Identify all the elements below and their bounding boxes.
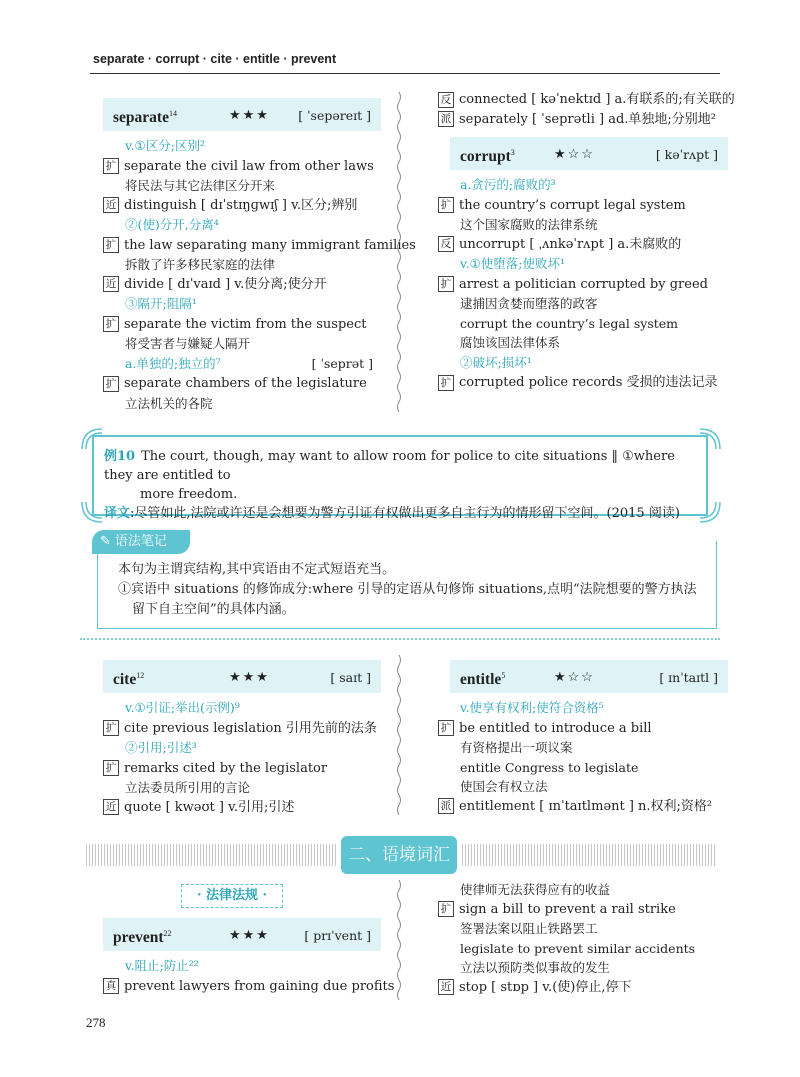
example-text: stop [ stɒp ] v.(使)停止,停下	[459, 979, 632, 995]
sense-label: v.阻止;防止²²	[125, 958, 199, 973]
star-rating: ★★★	[229, 108, 270, 123]
example-text: uncorrupt [ ˌʌnkəˈrʌpt ] a.未腐败的	[459, 236, 682, 252]
example-box	[92, 435, 708, 521]
marker-icon: 派	[438, 111, 454, 127]
sense-label: ③隔开;阻隔¹	[125, 296, 197, 311]
marker-icon: 近	[438, 979, 454, 995]
example-text: entitlement [ ɪnˈtaɪtlmənt ] n.权利;资格²	[459, 798, 713, 814]
entry-separate	[103, 98, 416, 413]
example-line	[103, 798, 381, 818]
entry-prevent	[103, 918, 395, 996]
example-line	[438, 978, 728, 998]
example-text: separate the victim from the suspect	[124, 316, 367, 332]
translation-line: 这个国家腐败的法律系统	[460, 217, 598, 232]
sense-definition	[103, 354, 381, 375]
marker-icon: 扩	[103, 760, 119, 776]
grammar-note-tab: ✎ 语法笔记	[92, 530, 190, 554]
phonetic: [ kəˈrʌpt ]	[655, 147, 718, 162]
marker-icon: 扩	[438, 276, 454, 292]
sense-definition	[103, 215, 381, 236]
translation-line: 签署法案以阻止铁路罢工	[460, 921, 598, 936]
example-text: divide [ dɪˈvaɪd ] v.使分离;使分开	[124, 276, 327, 292]
sense-label: v.使享有权利;使符合资格⁵	[460, 700, 604, 715]
example-text: remarks cited by the legislator	[124, 760, 328, 776]
example-line	[103, 196, 381, 216]
marker-icon: 近	[103, 276, 119, 292]
sense-label: ②破坏;损坏¹	[460, 354, 532, 370]
example-line	[438, 900, 728, 920]
translation-line: 立法委员所引用的言论	[125, 780, 251, 795]
example-text: the country’s corrupt legal system	[459, 197, 686, 213]
translation-line: 将民法与其它法律区分开来	[125, 178, 276, 193]
header-rule	[90, 73, 720, 74]
marker-icon: 扩	[103, 237, 119, 253]
example-line	[103, 977, 395, 997]
phonetic: [ ɪnˈtaɪtl ]	[659, 670, 718, 685]
example-line	[438, 196, 728, 216]
word-card	[450, 137, 728, 170]
example-line	[103, 236, 416, 256]
marker-icon: 扩	[438, 901, 454, 917]
corner-ornament-icon	[698, 500, 722, 524]
marker-icon: 扩	[103, 720, 119, 736]
example-text: distinguish [ dɪˈstɪŋɡwɪʃ ] v.区分;辨别	[124, 197, 358, 213]
translation-line: 使国会有权立法	[460, 779, 548, 794]
star-rating: ★☆☆	[554, 670, 595, 685]
headword: separate$^{14}$	[113, 109, 177, 127]
sense-definition	[438, 698, 728, 719]
translation-text: :尽管如此,法院或许还是会想要为警方引证有权做出更多自主行为的情形留下空间。(2015 阅读)	[130, 506, 680, 521]
example-text: the law separating many immigrant families	[124, 237, 416, 253]
banner-stripes	[462, 844, 717, 866]
example-line	[103, 719, 381, 739]
sense-label: v.①使堕落;使败坏¹	[460, 256, 565, 271]
column-divider	[396, 655, 402, 815]
sense-definition	[103, 956, 381, 977]
translation-line: 有资格提出一项议案	[460, 740, 573, 755]
entry-cite	[103, 660, 381, 817]
example-text: quote [ kwəʊt ] v.引用;引述	[124, 799, 295, 815]
example-text: prevent lawyers from gaining due profits	[124, 978, 395, 994]
example-text: separate the civil law from other laws	[124, 158, 374, 174]
example-text: be entitled to introduce a bill	[459, 720, 652, 736]
example-text: corrupted police records 受损的违法记录	[459, 375, 718, 390]
marker-icon: 扩	[103, 316, 119, 332]
page-number: 278	[86, 1015, 106, 1030]
phonetic: [ prɪˈvent ]	[304, 928, 371, 943]
example-english-cont: more freedom.	[140, 487, 238, 502]
example-line	[103, 275, 381, 295]
headword: entitle$^5$	[460, 671, 506, 689]
translation-line: 逮捕因贪婪而堕落的政客	[460, 296, 598, 311]
sense-label: ②(使)分开,分离⁴	[125, 217, 219, 232]
section-title: 二、语境词汇	[341, 836, 457, 874]
marker-icon: 近	[103, 197, 119, 213]
topic-tag: · 法律法规 ·	[181, 884, 283, 908]
sense-label: a.贪污的;腐败的³	[460, 177, 556, 192]
entry-corrupt	[438, 90, 735, 393]
marker-icon: 扩	[103, 376, 119, 392]
example-text: separate chambers of the legislature	[124, 376, 367, 391]
column-divider	[396, 92, 402, 412]
translation-line: 将受害者与嫌疑人隔开	[125, 336, 251, 351]
corner-ornament-icon	[698, 427, 722, 451]
translation-label: 译文	[104, 506, 131, 521]
translation-line: legislate to prevent similar accidents	[460, 940, 696, 956]
sense-definition	[438, 254, 728, 275]
dotted-divider	[80, 638, 720, 640]
example-text: sign a bill to prevent a rail strike	[459, 901, 676, 917]
pen-icon: ✎	[100, 534, 111, 549]
example-line	[438, 373, 728, 393]
entry-entitle	[438, 660, 728, 816]
sense-definition	[103, 698, 381, 719]
marker-icon: 扩	[438, 720, 454, 736]
example-text: cite previous legislation 引用先前的法条	[124, 720, 377, 736]
corner-ornament-icon	[80, 500, 104, 524]
word-card	[103, 98, 381, 131]
grammar-note-text: 本句为主谓宾结构,其中宾语由不定式短语充当。 ①宾语中 situations 的修饰成分:where 引导的定语从句修饰 situations,点明“法院想要的警方执法 留下自主空间”的具体内涵。	[118, 562, 697, 617]
marker-icon: 反	[438, 92, 454, 108]
example-line	[438, 90, 735, 110]
marker-icon: 派	[438, 798, 454, 814]
marker-icon: 反	[438, 236, 454, 252]
translation-line: corrupt the country’s legal system	[460, 315, 679, 331]
word-card	[103, 660, 381, 693]
star-rating: ★★★	[229, 670, 270, 685]
translation-line: 腐蚀该国法律体系	[460, 335, 561, 350]
word-card	[450, 660, 728, 693]
marker-icon: 扩	[438, 197, 454, 213]
example-label: 例10	[104, 449, 136, 464]
sense-label: a.单独的;独立的⁷	[125, 355, 221, 371]
translation-line: 使律师无法获得应有的收益	[460, 882, 611, 897]
example-line	[438, 275, 728, 295]
translation-line: entitle Congress to legislate	[460, 759, 639, 775]
phonetic: [ ˈsepəreɪt ]	[298, 108, 371, 123]
example-text: separately [ ˈseprətli ] ad.单独地;分别地²	[459, 111, 716, 127]
marker-icon: 近	[103, 799, 119, 815]
translation-line: 立法以预防类似事故的发生	[460, 960, 611, 975]
marker-icon: 扩	[438, 375, 454, 391]
sense-label: ②引用;引述³	[125, 740, 197, 755]
phonetic: [ saɪt ]	[330, 670, 371, 685]
headword: cite$^{12}$	[113, 671, 145, 689]
star-rating: ★☆☆	[554, 147, 595, 162]
sense-definition	[438, 353, 728, 374]
entry-prevent-cont	[438, 880, 728, 997]
translation-line: 立法机关的各院	[125, 395, 213, 411]
example-line	[438, 719, 728, 739]
example-text: arrest a politician corrupted by greed	[459, 276, 708, 292]
banner-stripes	[86, 844, 336, 866]
sense-definition	[103, 738, 381, 759]
marker-icon: 真	[103, 978, 119, 994]
example-line	[103, 157, 381, 177]
example-line	[438, 797, 728, 817]
example-line	[438, 235, 728, 255]
example-line	[103, 759, 381, 779]
headword: corrupt$^3$	[460, 148, 515, 166]
sense-definition	[438, 175, 728, 196]
running-header: separate · corrupt · cite · entitle · prevent	[93, 52, 337, 66]
example-english: The court, though, may want to allow room for police to cite situations ‖ ①where they are entitled to	[104, 449, 675, 483]
example-line	[103, 315, 381, 335]
phonetic: [ ˈseprət ]	[311, 355, 373, 371]
column-divider	[396, 880, 402, 1000]
headword: prevent$^{22}$	[113, 929, 172, 947]
sense-definition	[103, 294, 381, 315]
example-line	[103, 374, 381, 394]
translation-line: 拆散了许多移民家庭的法律	[125, 257, 276, 272]
star-rating: ★★★	[229, 928, 270, 943]
example-line	[438, 110, 728, 130]
corner-ornament-icon	[80, 427, 104, 451]
example-text: connected [ kəˈnektɪd ] a.有联系的;有关联的	[459, 92, 735, 107]
sense-label: v.①区分;区别²	[125, 138, 205, 153]
word-card	[103, 918, 381, 951]
sense-definition	[103, 136, 381, 157]
sense-label: v.①引证;举出(示例)⁹	[125, 700, 240, 715]
marker-icon: 扩	[103, 158, 119, 174]
